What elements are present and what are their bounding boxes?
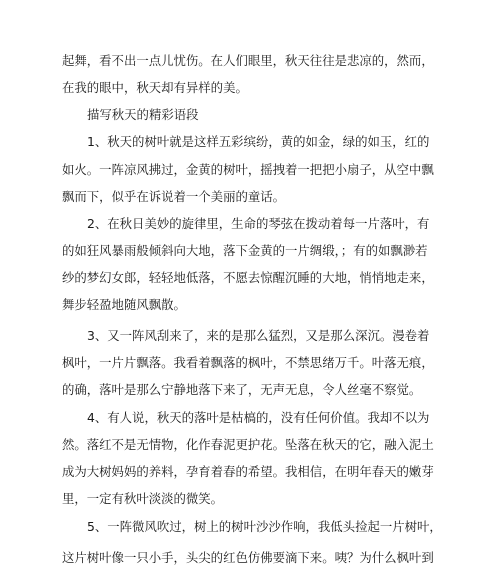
text-line-1: 起舞，看不出一点儿忧伤。在人们眼里，秋天往往是悲凉的，然而， [62,53,434,68]
paragraph-3-line-2: 枫叶，一片片飘落。我看着飘落的枫叶，不禁思绪万千。叶落无痕， [62,355,434,370]
paragraph-1-line-2: 如火。一阵凉风拂过，金黄的树叶，摇拽着一把把小扇子，从空中飘 [62,162,434,177]
paragraph-5-line-2: 这片树叶像一只小手，头尖的红色仿佛要滴下来。咦？为什么枫叶到 [62,550,434,565]
paragraph-2-line-1: 2、在秋日美妙的旋律里，生命的琴弦在拨动着每一片落叶，有 [87,216,430,231]
paragraph-3-line-3: 的确，落叶是那么宁静地落下来了，无声无息，令人丝毫不察觉。 [62,382,422,397]
paragraph-1-line-1: 1、秋天的树叶就是这样五彩缤纷，黄的如金，绿的如玉，红的 [87,134,430,149]
paragraph-2-line-3: 纱的梦幻女郎，轻轻地低落，不愿去惊醒沉睡的大地，悄悄地走来， [62,270,434,285]
paragraph-3-line-1: 3、又一阵风刮来了，来的是那么猛烈，又是那么深沉。漫卷着 [87,328,430,343]
paragraph-4-line-1: 4、有人说，秋天的落叶是枯槁的，没有任何价值。我却不以为 [87,410,430,425]
section-heading: 描写秋天的精彩语段 [87,107,199,122]
paragraph-2-line-2: 的如狂风暴雨般倾斜向大地，落下金黄的一片绸缎，；有的如飘渺若 [62,243,428,258]
paragraph-4-line-3: 成为大树妈妈的养料，孕育着春的希望。我相信，在明年春天的嫩芽 [62,464,434,479]
paragraph-1-line-3: 飘而下，似乎在诉说着一个美丽的童话。 [62,189,286,204]
paragraph-5-line-1: 5、一阵微风吹过，树上的树叶沙沙作响，我低头捡起一片树叶， [87,519,442,534]
paragraph-4-line-4: 里，一定有秋叶淡淡的微笑。 [62,491,224,506]
paragraph-4-line-2: 然。落红不是无情物，化作春泥更护花。坠落在秋天的它，融入泥土 [62,437,434,452]
text-line-2: 在我的眼中，秋天却有异样的美。 [62,80,248,95]
paragraph-2-line-4: 舞步轻盈地随风飘散。 [62,297,186,312]
